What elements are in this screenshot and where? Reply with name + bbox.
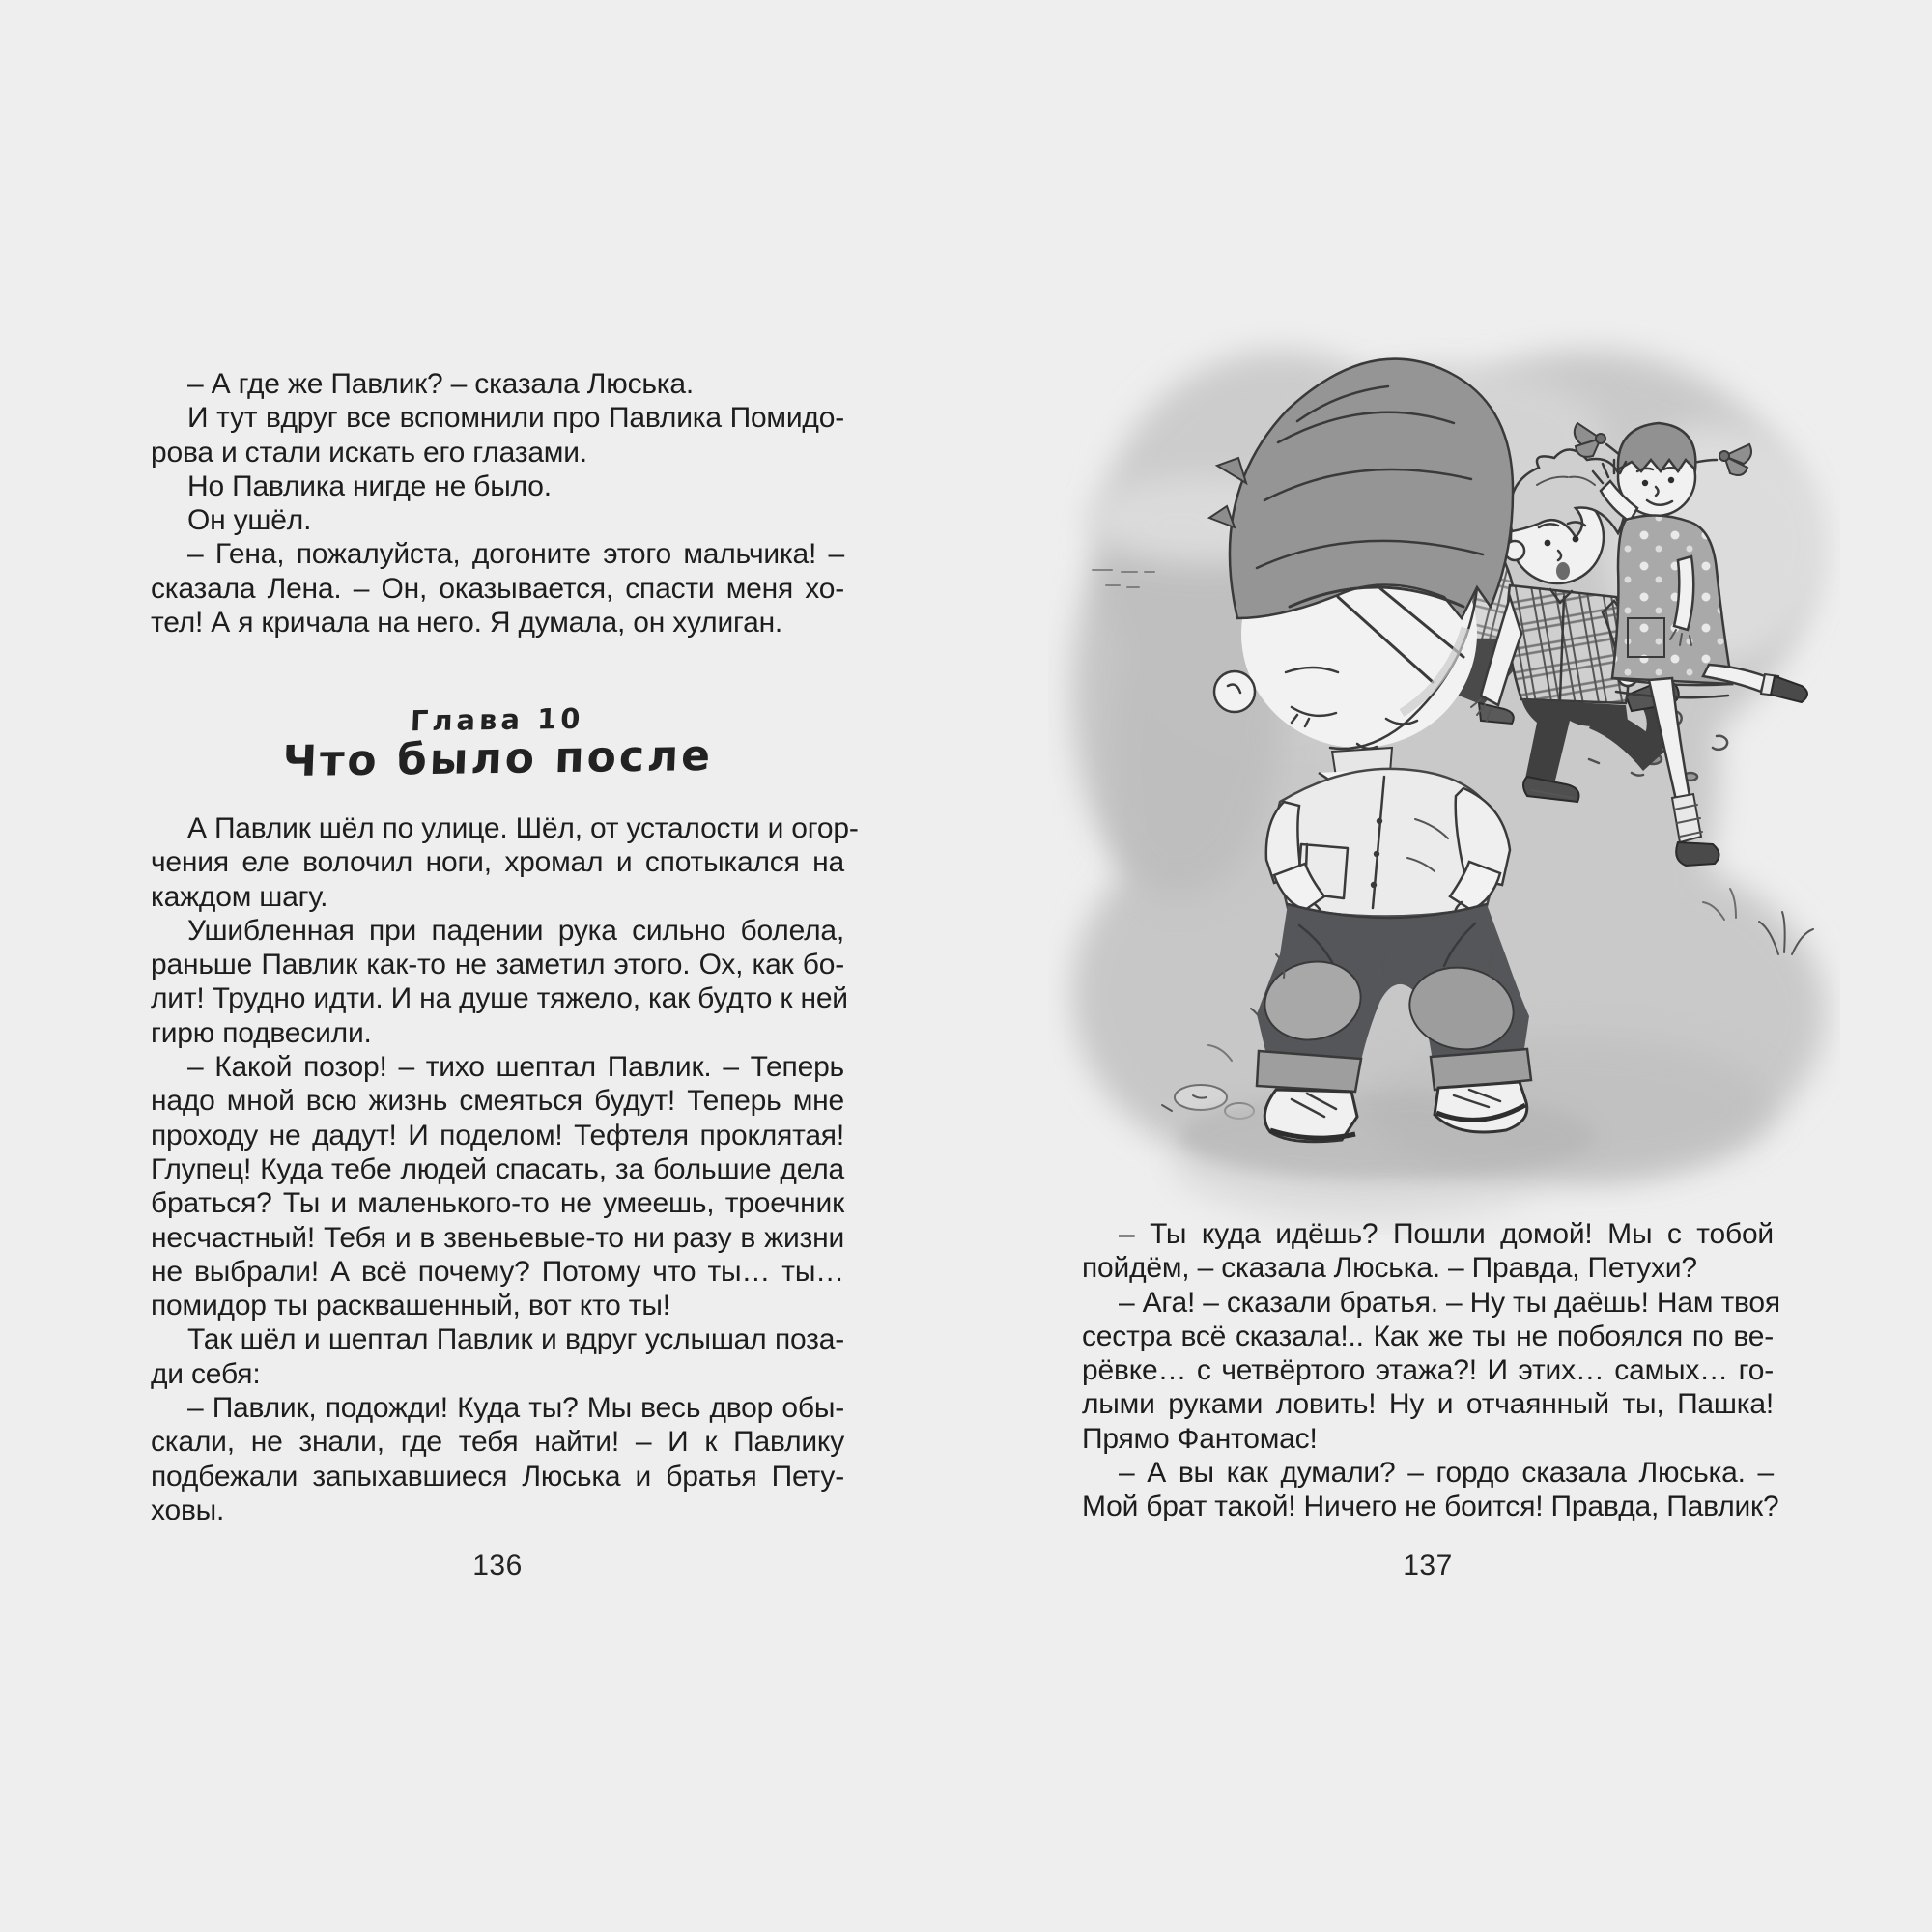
- text-line: тел! А я кричала на него. Я думала, он хулиган.: [151, 607, 783, 639]
- chapter-heading: [150, 699, 844, 787]
- paragraph: [151, 401, 844, 469]
- text-line: помидор ты расквашенный, вот кто ты!: [151, 1290, 670, 1322]
- paragraph: [151, 1322, 844, 1391]
- text-line: ховы.: [151, 1493, 225, 1526]
- text-line: – Ага! – сказали братья. – Ну ты даёшь! Нам твоя: [1119, 1286, 1780, 1319]
- chapter-title: Что было после: [281, 730, 715, 787]
- text-line: чения еле волочил ноги, хромал и спотыкался на: [151, 846, 844, 879]
- text-line: – Павлик, подожди! Куда ты? Мы весь двор обы-: [187, 1392, 844, 1425]
- text-line: каждом шагу.: [151, 880, 328, 913]
- sneaker-right: [1435, 1082, 1527, 1132]
- text-line: ди себя:: [151, 1357, 261, 1390]
- text-line: раньше Павлик как-то не заметил этого. Ох, как бо-: [151, 949, 844, 981]
- text-line: сестра всё сказала!.. Как же ты не побоялся по ве-: [1082, 1320, 1774, 1352]
- text-line: – Какой позор! – тихо шептал Павлик. – Теперь: [187, 1051, 844, 1084]
- text-line: браться? Ты и маленького-то не умеешь, троечник: [151, 1187, 844, 1220]
- paragraph: [151, 914, 848, 1050]
- text-line: рёвке… с четвёртого этажа?! И этих… самых… го-: [1082, 1354, 1774, 1387]
- text-line: рова и стали искать его глазами.: [151, 436, 587, 469]
- paragraph: [1082, 1286, 1780, 1456]
- text-line: пойдём, – сказала Люська. – Правда, Петухи?: [1082, 1252, 1697, 1285]
- paragraph: [151, 537, 844, 639]
- text-line: не выбрали! А всё почему? Потому что ты… ты…: [151, 1255, 844, 1288]
- text-line: – Гена, пожалуйста, догоните этого мальчика! –: [187, 538, 844, 571]
- text-line: И тут вдруг все вспомнили про Павлика Помидо-: [187, 402, 844, 435]
- right-page-text: [1082, 1217, 1780, 1524]
- text-line: Так шёл и шептал Павлик и вдруг услышал поза-: [187, 1323, 844, 1356]
- text-line: лыми руками ловить! Ну и отчаянный ты, Пашка!: [1082, 1388, 1774, 1421]
- paragraph: [151, 1050, 844, 1322]
- illustration-svg: [1048, 278, 1840, 1235]
- text-line: Прямо Фантомас!: [1082, 1422, 1318, 1455]
- text-line: – Ты куда идёшь? Пошли домой! Мы с тобой: [1119, 1218, 1774, 1250]
- paragraph: [151, 367, 844, 401]
- text-line: – А где же Павлик? – сказала Люська.: [187, 368, 695, 400]
- text-line: проходу не дадут! И поделом! Тефтеля проклятая!: [151, 1119, 844, 1151]
- text-line: подбежали запыхавшиеся Люська и братья Пету-: [151, 1460, 844, 1492]
- paragraph: [151, 503, 844, 537]
- text-line: гирю подвесили.: [151, 1016, 372, 1049]
- paragraph: [151, 811, 859, 914]
- text-line: скали, не знали, где тебя найти! – И к Павлику: [151, 1426, 844, 1459]
- text-line: Но Павлика нигде не было.: [187, 469, 552, 502]
- text-line: – А вы как думали? – гордо сказала Люська. –: [1119, 1457, 1774, 1490]
- text-line: Глупец! Куда тебе людей спасать, за большие дела: [151, 1152, 844, 1185]
- left-page-text-top: [151, 367, 844, 639]
- text-line: Он ушёл.: [187, 504, 312, 537]
- text-line: сказала Лена. – Он, оказывается, спасти меня хо-: [151, 572, 844, 605]
- paragraph: [1082, 1217, 1774, 1286]
- text-line: Ушибленная при падении рука сильно болела,: [187, 914, 844, 947]
- page-number-left: 136: [472, 1549, 523, 1581]
- text-line: несчастный! Тебя и в звеньевые-то ни разу в жизни: [151, 1221, 844, 1254]
- paragraph: [151, 1391, 844, 1527]
- sneaker-left: [1264, 1090, 1357, 1142]
- left-page-text-bottom: [151, 811, 859, 1527]
- illustration: [1048, 278, 1840, 1235]
- paragraph: [151, 469, 844, 503]
- text-line: лит! Трудно идти. И на душе тяжело, как будто к ней: [151, 982, 848, 1015]
- text-line: Мой брат такой! Ничего не боится! Правда, Павлик?: [1082, 1491, 1779, 1523]
- text-line: А Павлик шёл по улице. Шёл, от усталости и огор-: [187, 812, 859, 844]
- paragraph: [1082, 1456, 1779, 1524]
- chapter-kicker: Глава 10: [410, 701, 585, 738]
- page-number-right: 137: [1403, 1549, 1453, 1581]
- text-line: надо мной всю жизнь смеяться будут! Теперь мне: [151, 1085, 844, 1118]
